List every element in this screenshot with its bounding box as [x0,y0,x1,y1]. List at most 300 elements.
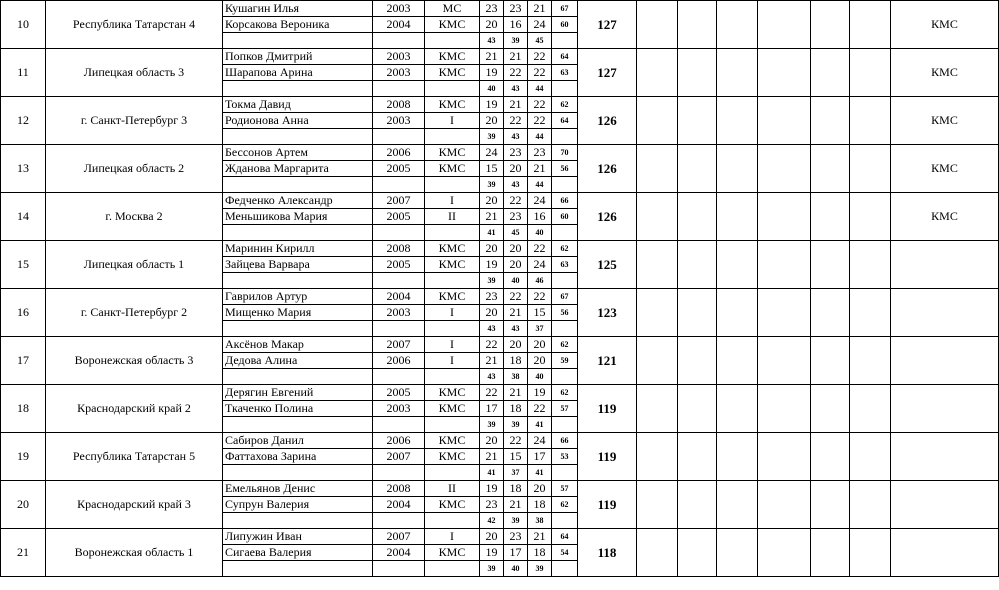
athlete-category: КМС [425,65,480,81]
series-subtotal: 41 [480,465,504,481]
table-row [1,289,999,305]
table-row [1,193,999,209]
empty-cell [373,321,425,337]
team-rank [891,481,999,529]
series-score: 20 [504,337,528,353]
athlete-name: Меньшикова Мария [223,209,373,225]
athlete-sum: 62 [552,97,578,113]
table-row [1,433,999,449]
empty-cell [223,561,373,577]
empty-cell [758,1,811,49]
athlete-name: Маринин Кирилл [223,241,373,257]
empty-cell [811,241,850,289]
series-subtotal: 43 [504,129,528,145]
athlete-category: КМС [425,145,480,161]
athlete-category: КМС [425,241,480,257]
series-score: 17 [480,401,504,417]
athlete-sum: 67 [552,289,578,305]
series-subtotal: 39 [528,561,552,577]
athlete-name: Родионова Анна [223,113,373,129]
team-name: Краснодарский край 3 [46,481,223,529]
athlete-year: 2008 [373,97,425,113]
athlete-category: I [425,305,480,321]
series-score: 22 [528,49,552,65]
series-subtotal: 43 [504,321,528,337]
athlete-sum: 64 [552,49,578,65]
athlete-category: КМС [425,385,480,401]
empty-cell [223,33,373,49]
athlete-name: Дедова Алина [223,353,373,369]
team-rank [891,241,999,289]
athlete-name: Жданова Маргарита [223,161,373,177]
athlete-category: КМС [425,289,480,305]
athlete-year: 2004 [373,289,425,305]
series-score: 16 [528,209,552,225]
athlete-year: 2003 [373,401,425,417]
series-score: 17 [528,449,552,465]
athlete-sum: 66 [552,433,578,449]
empty-cell [678,289,717,337]
empty-cell [811,529,850,577]
series-subtotal: 44 [528,129,552,145]
series-score: 22 [480,385,504,401]
athlete-year: 2007 [373,193,425,209]
athlete-category: КМС [425,49,480,65]
athlete-year: 2008 [373,241,425,257]
athlete-name: Фаттахова Зарина [223,449,373,465]
empty-cell [425,225,480,241]
series-score: 21 [480,49,504,65]
empty-cell [637,241,678,289]
empty-cell [223,273,373,289]
series-subtotal: 39 [480,273,504,289]
table-row [1,481,999,497]
series-score: 21 [504,305,528,321]
empty-cell [758,193,811,241]
team-total: 126 [578,193,637,241]
empty-cell [717,145,758,193]
series-score: 20 [504,161,528,177]
series-score: 24 [528,257,552,273]
table-row [1,529,999,545]
series-score: 20 [480,241,504,257]
athlete-year: 2006 [373,433,425,449]
team-rank [891,385,999,433]
empty-cell [223,225,373,241]
series-score: 15 [528,305,552,321]
athlete-category: МС [425,1,480,17]
empty-cell [223,321,373,337]
empty-cell [678,1,717,49]
athlete-sum: 62 [552,337,578,353]
empty-cell [678,97,717,145]
athlete-sum: 63 [552,257,578,273]
empty-cell [425,81,480,97]
series-score: 22 [504,289,528,305]
empty-cell [373,225,425,241]
empty-cell [373,33,425,49]
series-score: 15 [504,449,528,465]
athlete-sum: 57 [552,401,578,417]
empty-cell [850,433,891,481]
empty-cell [850,1,891,49]
empty-cell [552,273,578,289]
series-subtotal: 42 [480,513,504,529]
empty-cell [811,97,850,145]
team-place: 12 [1,97,46,145]
series-score: 15 [480,161,504,177]
athlete-name: Дерягин Евгений [223,385,373,401]
series-score: 23 [504,1,528,17]
team-rank: КМС [891,1,999,49]
empty-cell [758,289,811,337]
empty-cell [552,81,578,97]
athlete-sum: 62 [552,497,578,513]
athlete-category: КМС [425,449,480,465]
empty-cell [717,97,758,145]
empty-cell [373,369,425,385]
team-place: 16 [1,289,46,337]
series-subtotal: 43 [504,81,528,97]
empty-cell [850,385,891,433]
athlete-name: Токма Давид [223,97,373,113]
series-score: 22 [528,401,552,417]
series-score: 21 [504,385,528,401]
team-place: 14 [1,193,46,241]
empty-cell [637,337,678,385]
team-place: 18 [1,385,46,433]
team-total: 119 [578,433,637,481]
team-place: 11 [1,49,46,97]
series-subtotal: 39 [480,561,504,577]
empty-cell [717,193,758,241]
empty-cell [678,385,717,433]
team-total: 126 [578,145,637,193]
team-rank: КМС [891,97,999,145]
athlete-category: I [425,337,480,353]
series-subtotal: 41 [528,465,552,481]
table-row [1,145,999,161]
series-subtotal: 39 [504,33,528,49]
empty-cell [850,289,891,337]
empty-cell [637,145,678,193]
empty-cell [425,33,480,49]
series-score: 23 [480,289,504,305]
team-place: 21 [1,529,46,577]
team-total: 119 [578,481,637,529]
empty-cell [850,481,891,529]
athlete-sum: 67 [552,1,578,17]
team-total: 118 [578,529,637,577]
athlete-sum: 64 [552,113,578,129]
series-subtotal: 43 [480,33,504,49]
series-score: 22 [504,193,528,209]
empty-cell [552,465,578,481]
empty-cell [717,529,758,577]
empty-cell [425,417,480,433]
athlete-year: 2005 [373,209,425,225]
empty-cell [758,433,811,481]
series-subtotal: 37 [504,465,528,481]
series-score: 21 [504,97,528,113]
series-score: 20 [480,193,504,209]
empty-cell [637,97,678,145]
series-score: 19 [480,97,504,113]
empty-cell [373,513,425,529]
team-place: 19 [1,433,46,481]
series-score: 18 [528,545,552,561]
series-subtotal: 41 [480,225,504,241]
empty-cell [552,129,578,145]
athlete-sum: 56 [552,161,578,177]
empty-cell [552,33,578,49]
series-subtotal: 38 [504,369,528,385]
empty-cell [425,561,480,577]
empty-cell [717,433,758,481]
empty-cell [758,241,811,289]
team-rank [891,529,999,577]
athlete-category: КМС [425,161,480,177]
team-name: Краснодарский край 2 [46,385,223,433]
series-score: 19 [480,65,504,81]
empty-cell [373,465,425,481]
series-score: 20 [480,17,504,33]
empty-cell [373,417,425,433]
team-name: Воронежская область 1 [46,529,223,577]
empty-cell [717,289,758,337]
team-place: 15 [1,241,46,289]
team-total: 125 [578,241,637,289]
empty-cell [811,337,850,385]
series-score: 21 [528,529,552,545]
series-score: 22 [528,97,552,113]
series-score: 20 [528,353,552,369]
series-subtotal: 41 [528,417,552,433]
empty-cell [552,513,578,529]
athlete-year: 2003 [373,305,425,321]
empty-cell [850,337,891,385]
empty-cell [678,529,717,577]
athlete-category: КМС [425,401,480,417]
empty-cell [637,49,678,97]
team-name: Республика Татарстан 5 [46,433,223,481]
series-score: 21 [504,497,528,513]
series-score: 18 [504,401,528,417]
empty-cell [850,49,891,97]
team-name: Липецкая область 3 [46,49,223,97]
series-subtotal: 40 [528,225,552,241]
empty-cell [223,177,373,193]
team-rank [891,433,999,481]
athlete-year: 2003 [373,49,425,65]
series-score: 22 [528,113,552,129]
empty-cell [758,385,811,433]
empty-cell [637,289,678,337]
empty-cell [223,369,373,385]
series-score: 21 [504,49,528,65]
empty-cell [637,481,678,529]
series-score: 20 [528,481,552,497]
athlete-category: II [425,481,480,497]
athlete-category: I [425,113,480,129]
empty-cell [850,241,891,289]
empty-cell [637,193,678,241]
series-score: 24 [528,17,552,33]
empty-cell [373,129,425,145]
empty-cell [811,49,850,97]
athlete-sum: 64 [552,529,578,545]
empty-cell [425,465,480,481]
team-rank [891,337,999,385]
series-score: 20 [480,433,504,449]
empty-cell [552,225,578,241]
team-rank: КМС [891,145,999,193]
empty-cell [811,145,850,193]
athlete-sum: 60 [552,209,578,225]
athlete-category: I [425,353,480,369]
series-score: 22 [528,65,552,81]
empty-cell [552,177,578,193]
athlete-year: 2003 [373,113,425,129]
athlete-sum: 54 [552,545,578,561]
series-score: 23 [480,1,504,17]
series-score: 19 [480,257,504,273]
series-score: 17 [504,545,528,561]
athlete-sum: 56 [552,305,578,321]
empty-cell [811,481,850,529]
series-score: 16 [504,17,528,33]
series-subtotal: 37 [528,321,552,337]
empty-cell [678,433,717,481]
athlete-name: Корсакова Вероника [223,17,373,33]
athlete-name: Зайцева Варвара [223,257,373,273]
empty-cell [678,49,717,97]
series-subtotal: 43 [504,177,528,193]
team-place: 20 [1,481,46,529]
athlete-name: Супрун Валерия [223,497,373,513]
empty-cell [678,193,717,241]
athlete-name: Шарапова Арина [223,65,373,81]
series-score: 23 [504,529,528,545]
athlete-name: Ткаченко Полина [223,401,373,417]
athlete-category: I [425,193,480,209]
series-subtotal: 39 [504,417,528,433]
empty-cell [373,81,425,97]
athlete-category: I [425,529,480,545]
series-score: 18 [528,497,552,513]
athlete-category: КМС [425,97,480,113]
series-subtotal: 40 [504,561,528,577]
empty-cell [850,193,891,241]
empty-cell [373,177,425,193]
series-score: 20 [528,337,552,353]
athlete-year: 2007 [373,337,425,353]
empty-cell [811,1,850,49]
series-subtotal: 40 [528,369,552,385]
table-row [1,385,999,401]
team-name: Республика Татарстан 4 [46,1,223,49]
series-score: 22 [480,337,504,353]
athlete-sum: 62 [552,241,578,257]
series-score: 20 [504,241,528,257]
series-subtotal: 39 [480,177,504,193]
team-name: Липецкая область 1 [46,241,223,289]
athlete-sum: 53 [552,449,578,465]
athlete-name: Емельянов Денис [223,481,373,497]
table-row [1,97,999,113]
empty-cell [552,417,578,433]
athlete-sum: 63 [552,65,578,81]
athlete-category: КМС [425,433,480,449]
series-score: 22 [504,113,528,129]
series-score: 19 [528,385,552,401]
series-score: 21 [528,1,552,17]
athlete-name: Сабиров Данил [223,433,373,449]
series-subtotal: 44 [528,177,552,193]
empty-cell [758,481,811,529]
series-score: 18 [504,481,528,497]
empty-cell [717,385,758,433]
empty-cell [811,385,850,433]
team-rank: КМС [891,49,999,97]
series-score: 22 [504,433,528,449]
empty-cell [223,513,373,529]
athlete-name: Бессонов Артем [223,145,373,161]
athlete-year: 2007 [373,529,425,545]
empty-cell [552,321,578,337]
empty-cell [850,97,891,145]
empty-cell [717,1,758,49]
empty-cell [678,145,717,193]
series-subtotal: 43 [480,321,504,337]
series-score: 20 [480,113,504,129]
empty-cell [850,529,891,577]
team-name: Воронежская область 3 [46,337,223,385]
series-score: 24 [480,145,504,161]
athlete-sum: 62 [552,385,578,401]
series-score: 23 [504,145,528,161]
empty-cell [717,49,758,97]
empty-cell [678,241,717,289]
series-score: 23 [480,497,504,513]
series-subtotal: 39 [504,513,528,529]
empty-cell [758,97,811,145]
athlete-sum: 57 [552,481,578,497]
empty-cell [425,129,480,145]
athlete-name: Сигаева Валерия [223,545,373,561]
series-subtotal: 39 [480,129,504,145]
empty-cell [758,529,811,577]
empty-cell [637,529,678,577]
series-subtotal: 40 [480,81,504,97]
empty-cell [373,273,425,289]
empty-cell [425,273,480,289]
team-name: г. Санкт-Петербург 2 [46,289,223,337]
empty-cell [552,369,578,385]
team-rank: КМС [891,193,999,241]
table-row [1,337,999,353]
athlete-year: 2007 [373,449,425,465]
athlete-year: 2004 [373,497,425,513]
series-score: 19 [480,545,504,561]
team-total: 123 [578,289,637,337]
athlete-year: 2006 [373,145,425,161]
series-subtotal: 43 [480,369,504,385]
empty-cell [425,177,480,193]
empty-cell [637,433,678,481]
team-name: г. Москва 2 [46,193,223,241]
athlete-year: 2006 [373,353,425,369]
